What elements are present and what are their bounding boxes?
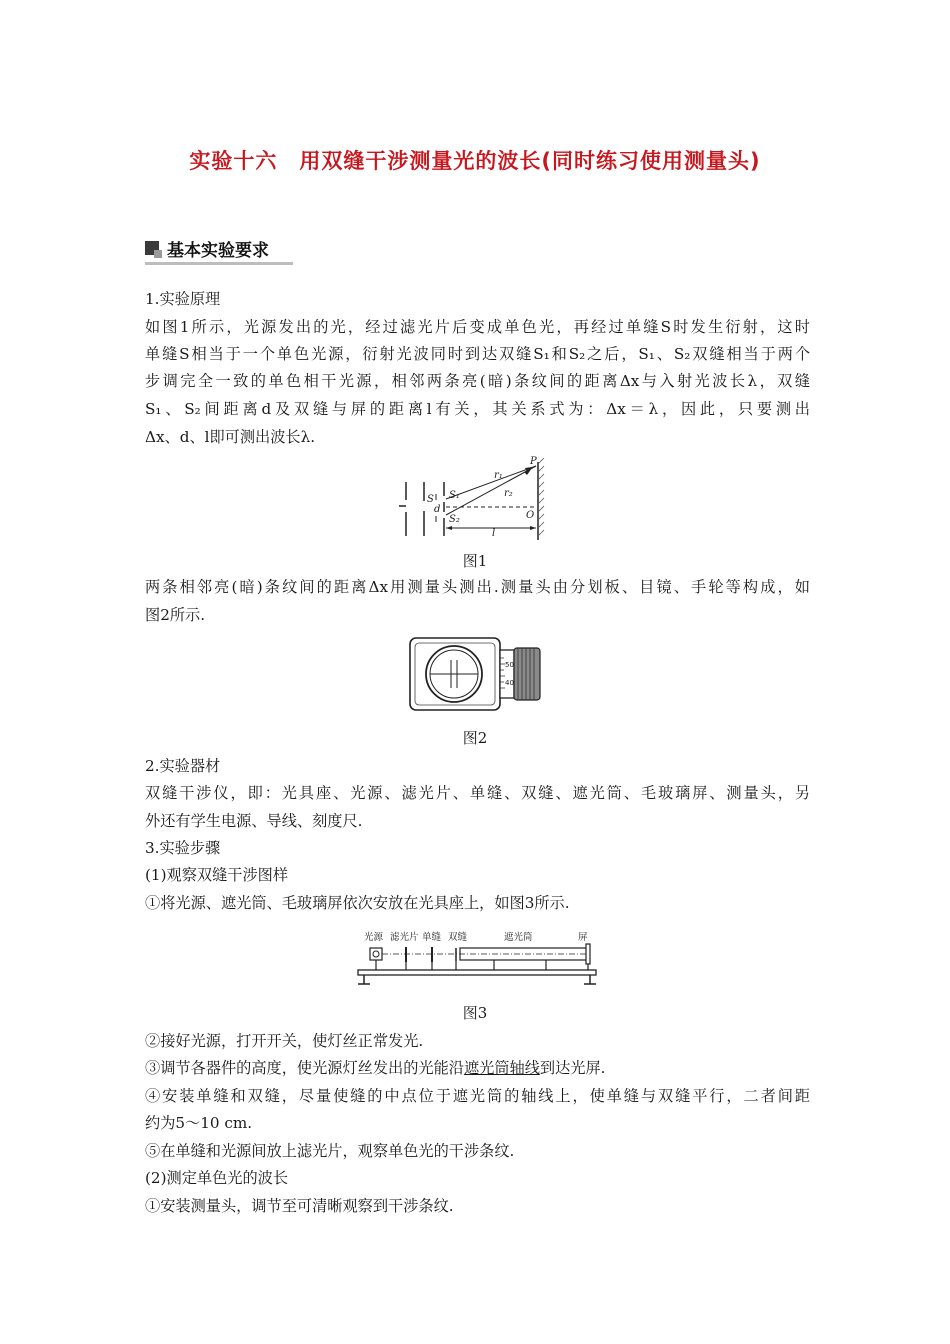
paragraph-line: S₁、S₂间距离d及双缝与屏的距离l有关，其关系式为：Δx＝λ，因此，只要测出 bbox=[145, 400, 810, 418]
paragraph-line: 单缝S相当于一个单色光源，衍射光波同时到达双缝S₁和S₂之后，S₁、S₂双缝相当于两个 bbox=[145, 345, 811, 363]
step-line: 约为5～10 cm. bbox=[145, 1114, 253, 1132]
paragraph-line: 两条相邻亮(暗)条纹间的距离Δx用测量头测出.测量头由分划板、目镜、手轮等构成，如 bbox=[145, 578, 810, 596]
page-title: 实验十六 用双缝干涉测量光的波长(同时练习使用测量头) bbox=[189, 149, 761, 173]
heading-steps: 3.实验步骤 bbox=[145, 839, 221, 857]
heading-equipment: 2.实验器材 bbox=[145, 757, 221, 775]
label-P: P bbox=[530, 456, 537, 467]
subheading-measure: (2)测定单色光的波长 bbox=[145, 1169, 289, 1187]
paragraph-line: 如图1所示，光源发出的光，经过滤光片后变成单色光，再经过单缝S时发生衍射，这时 bbox=[145, 318, 810, 336]
figure-1-double-slit-diagram bbox=[396, 456, 546, 544]
heading-principle: 1.实验原理 bbox=[145, 290, 221, 308]
label-S: S bbox=[427, 494, 434, 505]
paragraph-line: Δx、d、l即可测出波长λ. bbox=[145, 428, 316, 446]
step-line: ①安装测量头，调节至可清晰观察到干涉条纹. bbox=[145, 1197, 454, 1215]
figure-2-measuring-head bbox=[408, 636, 544, 712]
subheading-observe: (1)观察双缝干涉图样 bbox=[145, 866, 289, 884]
label-d: d bbox=[434, 504, 441, 515]
paragraph-line: 步调完全一致的单色相干光源，相邻两条亮(暗)条纹间的距离Δx与入射光波长λ，双缝 bbox=[145, 372, 810, 390]
step-line bbox=[145, 1055, 810, 1081]
step-line: ①将光源、遮光筒、毛玻璃屏依次安放在光具座上，如图3所示. bbox=[145, 894, 570, 912]
label-S1: S₁ bbox=[449, 490, 460, 501]
section-heading-text: 基本实验要求 bbox=[167, 241, 269, 261]
section-marker-shadow bbox=[154, 250, 162, 258]
section-underline bbox=[145, 262, 293, 265]
scale-label-40: 40 bbox=[505, 679, 514, 687]
step-text: 到达光屏. bbox=[539, 1059, 606, 1077]
paragraph-line: 图2所示. bbox=[145, 606, 206, 624]
label-r1: r₁ bbox=[494, 470, 503, 481]
paragraph-line: 双缝干涉仪，即：光具座、光源、滤光片、单缝、双缝、遮光筒、毛玻璃屏、测量头，另 bbox=[145, 784, 810, 802]
apparatus-label-single-slit: 单缝 bbox=[422, 932, 442, 943]
label-O: O bbox=[526, 510, 535, 521]
figure-3-caption: 图3 bbox=[462, 1004, 488, 1022]
apparatus-label-double-slit: 双缝 bbox=[448, 932, 468, 943]
step-line: ②接好光源，打开开关，使灯丝正常发光. bbox=[145, 1032, 424, 1050]
apparatus-label-tube: 遮光筒 bbox=[504, 932, 533, 943]
step-text: ③调节各器件的高度，使光源灯丝发出的光能沿 bbox=[145, 1059, 464, 1077]
step-line: ⑤在单缝和光源间放上滤光片，观察单色光的干涉条纹. bbox=[145, 1142, 515, 1160]
label-l: l bbox=[492, 528, 496, 539]
figure-3-apparatus bbox=[350, 926, 600, 986]
apparatus-label-screen: 屏 bbox=[578, 932, 588, 943]
figure-1-caption: 图1 bbox=[462, 552, 488, 570]
apparatus-label-filter: 滤光片 bbox=[390, 932, 419, 943]
paragraph-line: 外还有学生电源、导线、刻度尺. bbox=[145, 812, 363, 830]
scale-label-50: 50 bbox=[505, 661, 514, 669]
label-S2: S₂ bbox=[449, 514, 460, 525]
section-heading bbox=[145, 236, 295, 266]
underlined-term: 遮光筒轴线 bbox=[463, 1059, 540, 1077]
figure-2-caption: 图2 bbox=[462, 729, 488, 747]
step-line: ④安装单缝和双缝，尽量使缝的中点位于遮光筒的轴线上，使单缝与双缝平行，二者间距 bbox=[145, 1087, 810, 1105]
label-r2: r₂ bbox=[504, 488, 513, 499]
apparatus-label-light-source: 光源 bbox=[364, 932, 384, 943]
